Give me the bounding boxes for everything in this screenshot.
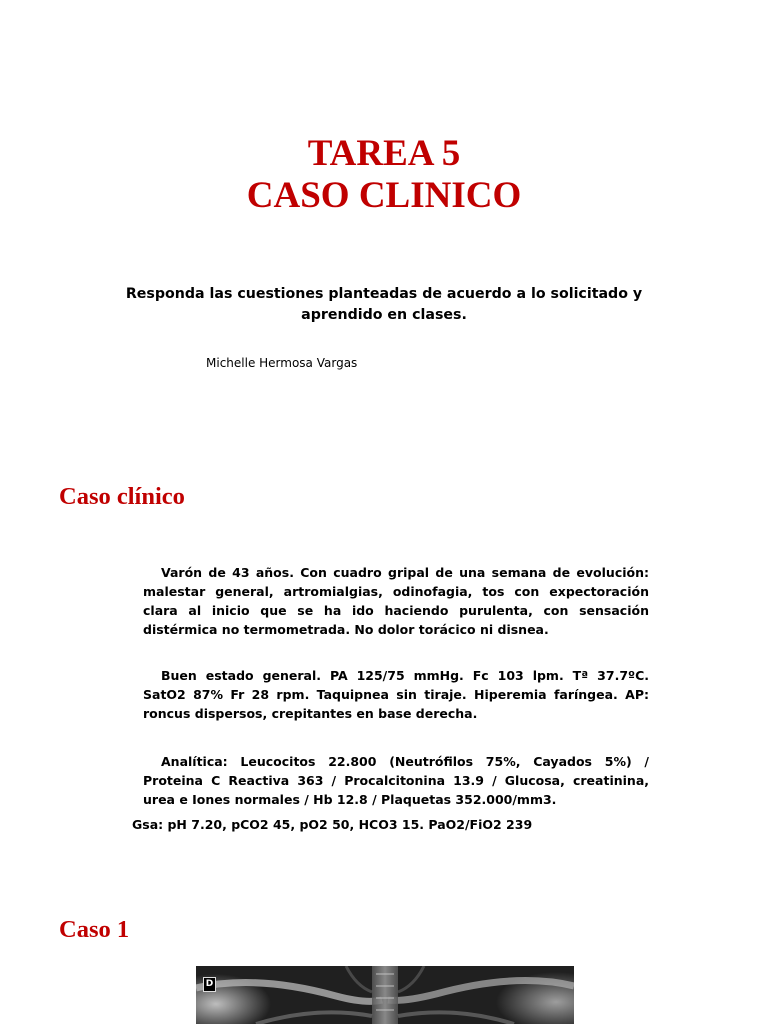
lab-results-paragraph: Analítica: Leucocitos 22.800 (Neutrófilos 75%, Cayados 5%) / Proteina C Reactiva 363 / Procalcitonina 13.9 / Glucosa, creatinina, urea e Iones normales / Hb 12.8 / Plaquetas 352.000/mm3.: [143, 754, 649, 807]
blood-gas-line: Gsa: pH 7.20, pCO2 45, pO2 50, HCO3 15. PaO2/FiO2 239: [132, 817, 533, 832]
case-section-heading: Caso clínico: [59, 483, 185, 510]
chest-xray-drawing: [196, 966, 574, 1024]
case-history-paragraph: Varón de 43 años. Con cuadro gripal de una semana de evolución: malestar general, artromialgias, odinofagia, tos con expectoración clara al inicio que se ha ido haciendo purulenta, con sensación distérmica no termometrada. No dolor torácico ni disnea.: [143, 565, 649, 637]
document-title-line1: TAREA 5: [307, 133, 461, 174]
xray-side-marker: D: [203, 977, 216, 992]
author-name: Michelle Hermosa Vargas: [206, 356, 358, 370]
chest-xray-image: [196, 966, 574, 1024]
document-title-line2: CASO CLINICO: [246, 175, 522, 216]
physical-exam-paragraph: Buen estado general. PA 125/75 mmHg. Fc 103 lpm. Tª 37.7ºC. SatO2 87% Fr 28 rpm. Taquipnea sin tiraje. Hiperemia faríngea. AP: roncus dispersos, crepitantes en base derecha.: [143, 668, 649, 721]
case1-heading: Caso 1: [59, 916, 130, 943]
instructions-text: Responda las cuestiones planteadas de acuerdo a lo solicitado y aprendido en clases.: [125, 286, 643, 323]
